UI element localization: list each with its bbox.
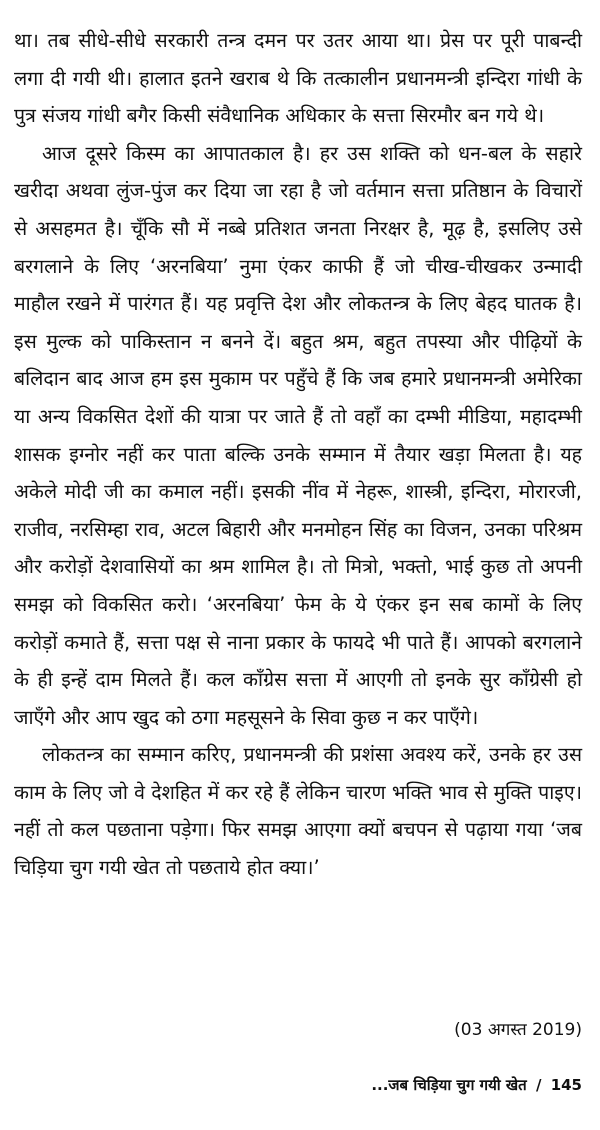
paragraph-3: लोकतन्त्र का सम्मान करिए, प्रधानमन्त्री की प्रशंसा अवश्य करें, उनके हर उस काम के लिए जो वे देशहित में कर रहे हैं लेकिन चारण भक्ति भाव से मुक्ति पाइए। नहीं तो कल पछताना पड़ेगा। फिर समझ आएगा क्यों बचपन से पढ़ाया गया ‘जब चिड़िया चुग गयी खेत तो पछताये होत क्या।’ bbox=[14, 743, 582, 880]
page-footer bbox=[371, 1074, 582, 1096]
running-title: ...जब चिड़िया चुग गयी खेत bbox=[371, 1076, 527, 1094]
page-number: 145 bbox=[550, 1076, 582, 1094]
article-date: (03 अगस्त 2019) bbox=[454, 1020, 582, 1040]
paragraph-1: था। तब सीधे-सीधे सरकारी तन्त्र दमन पर उतर आया था। प्रेस पर पूरी पाबन्दी लगा दी गयी थी। हालात इतने खराब थे कि तत्कालीन प्रधानमन्त्री इन्दिरा गांधी के पुत्र संजय गांधी बगैर किसी संवैधानिक अधिकार के सत्ता सिरमौर बन गये थे। bbox=[14, 29, 582, 128]
paragraph-2: आज दूसरे किस्म का आपातकाल है। हर उस शक्ति को धन-बल के सहारे खरीदा अथवा लुंज-पुंज कर दिया जा रहा है जो वर्तमान सत्ता प्रतिष्ठान के विचारों से असहमत है। चूँकि सौ में नब्बे प्रतिशत जनता निरक्षर है, मूढ़ है, इसलिए उसे बरगलाने के लिए ‘अरनबिया’ नुमा एंकर काफी हैं जो चीख-चीखकर उन्मादी माहौल रखने में पारंगत हैं। यह प्रवृत्ति देश और लोकतन्त्र के लिए बेहद घातक है। इस मुल्क को पाकिस्तान न बनने दें। बहुत श्रम, बहुत तपस्या और पीढ़ियों के बलिदान बाद आज हम इस मुकाम पर पहुँचे हैं कि जब हमारे प्रधानमन्त्री अमेरिका या अन्य विकसित देशों की यात्रा पर जाते हैं तो वहाँ का दम्भी मीडिया, महादम्भी शासक इग्नोर नहीं कर पाता बल्कि उनके सम्मान में तैयार खड़ा मिलता है। यह अकेले मोदी जी का कमाल नहीं। इसकी नींव में नेहरू, शास्त्री, इन्दिरा, मोरारजी, राजीव, नरसिम्हा राव, अटल बिहारी और मनमोहन सिंह का विजन, उनका परिश्रम और करोड़ों देशवासियों का श्रम शामिल है। तो मित्रो, भक्तो, भाई कुछ तो अपनी समझ को विकसित करो। ‘अरनबिया’ फेम के ये एंकर इन सब कामों के लिए करोड़ों कमाते हैं, सत्ता पक्ष से नाना प्रकार के फायदे भी पाते हैं। आपको बरगलाने के ही इन्हें दाम मिलते हैं। कल कॉंग्रेस सत्ता में आएगी तो इनके सुर कॉंग्रेसी हो जाएँगे और आप खुद को ठगा महसूसने के सिवा कुछ न कर पाएँगे। bbox=[14, 141, 582, 729]
footer-separator: / bbox=[535, 1076, 542, 1094]
